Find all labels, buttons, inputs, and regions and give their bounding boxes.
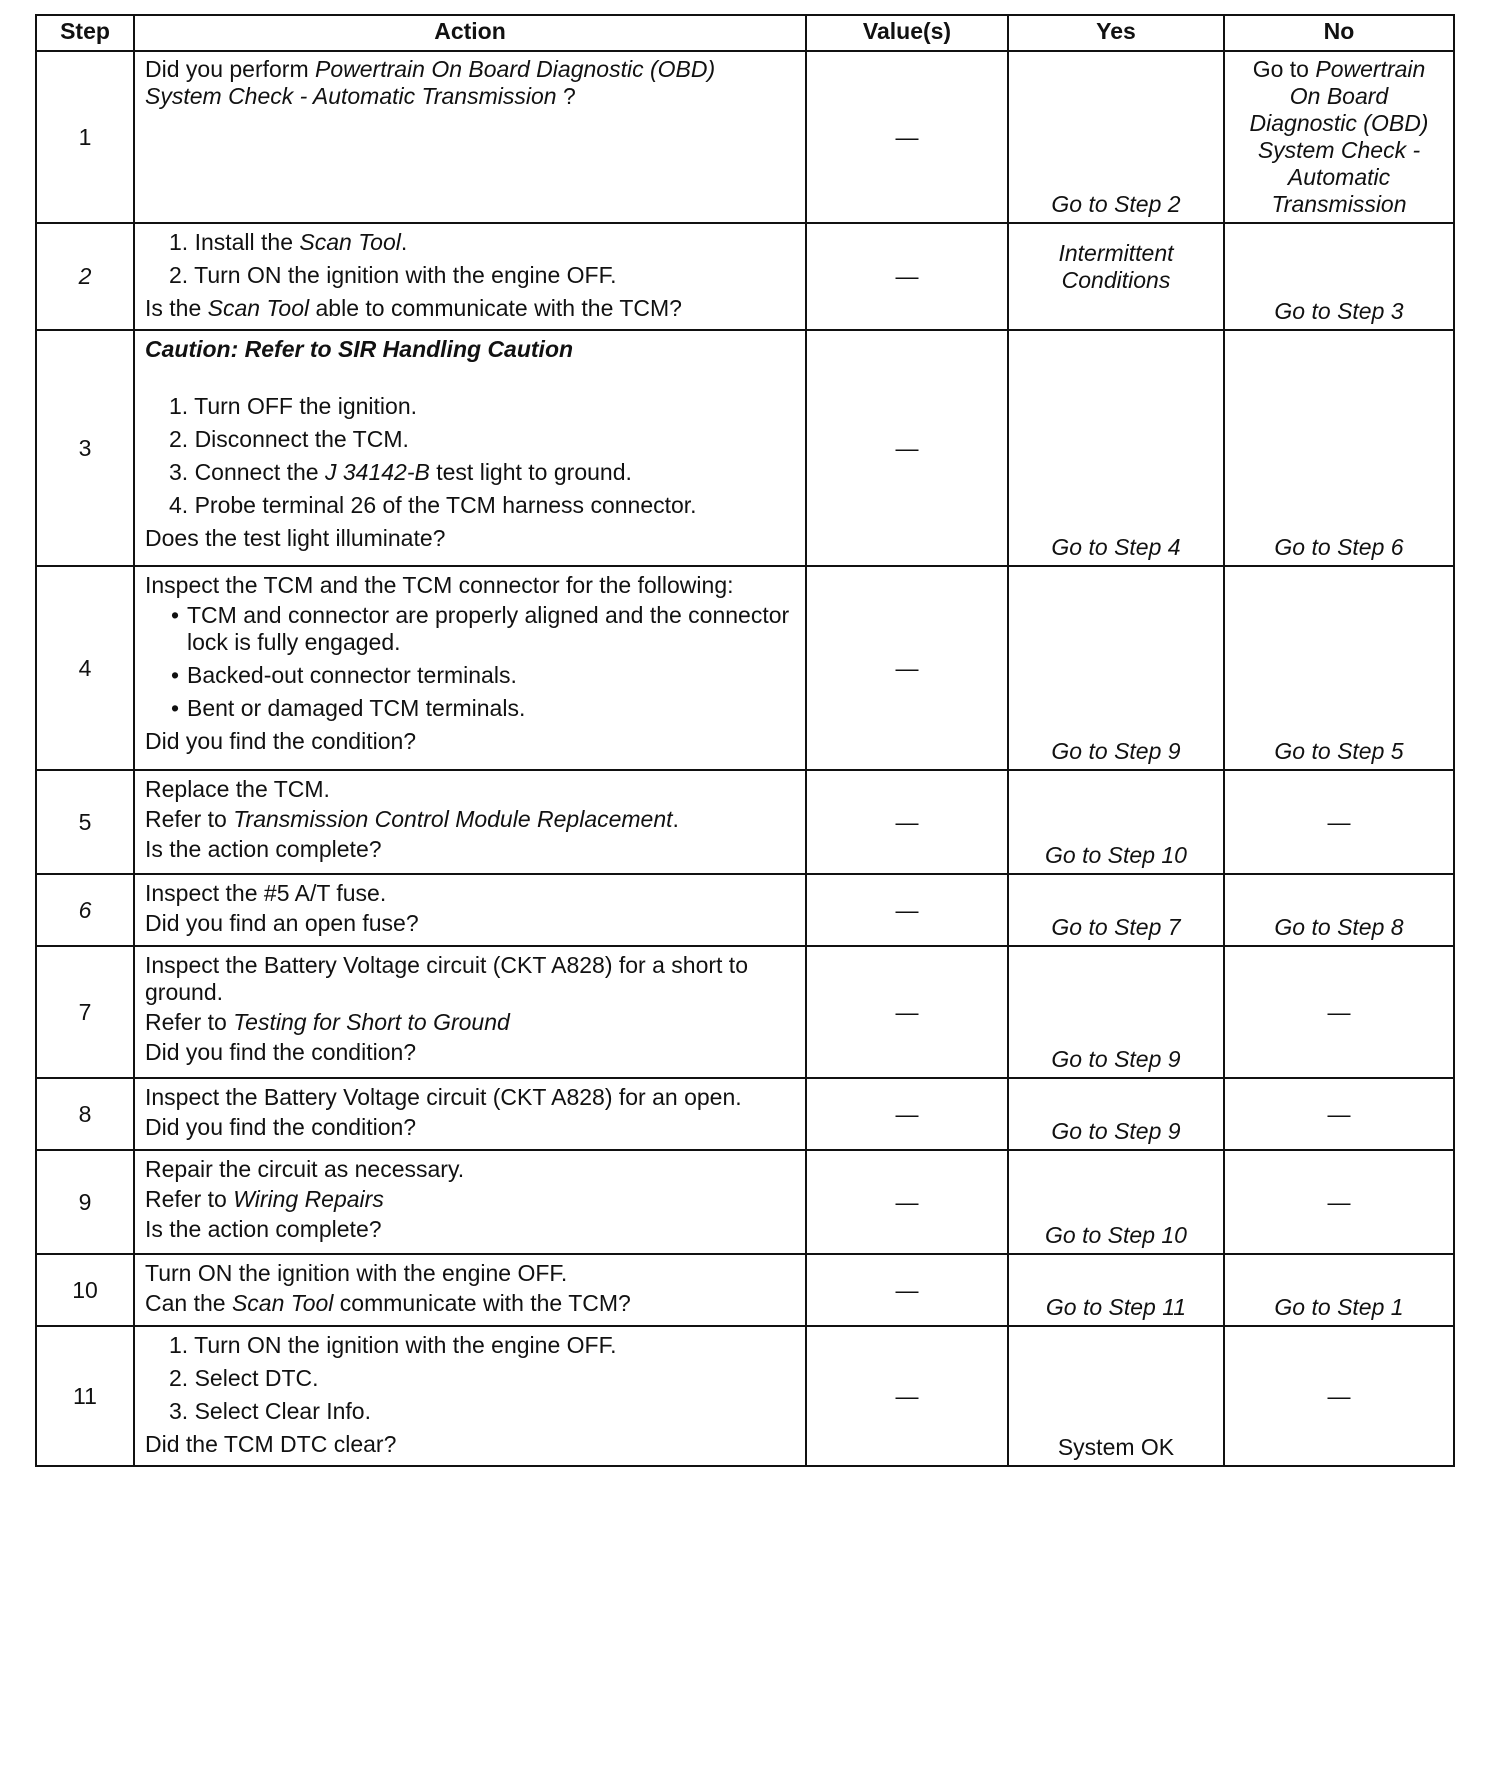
table-row-step-8 xyxy=(36,1078,1454,1150)
question-text: Did you find the condition? xyxy=(145,728,417,754)
question-text: Is the Scan Tool able to communicate with the TCM? xyxy=(145,295,682,321)
intro-text: Inspect the TCM and the TCM connector for the following: xyxy=(145,572,734,598)
step-number: 1 xyxy=(36,51,134,223)
no-cell: — xyxy=(1224,946,1454,1078)
question-text: Is the action complete? xyxy=(145,1216,382,1242)
action-text: Repair the circuit as necessary. xyxy=(145,1156,465,1182)
yes-cell xyxy=(1008,1150,1224,1254)
step-number: 3 xyxy=(36,330,134,566)
table-row-step-5 xyxy=(36,770,1454,874)
bullet-item: • Bent or damaged TCM terminals. xyxy=(145,695,795,722)
table-row-step-3 xyxy=(36,330,1454,566)
no-cell: — xyxy=(1224,1150,1454,1254)
yes-cell xyxy=(1008,1254,1224,1326)
value-cell: — xyxy=(806,1150,1008,1254)
yes-link[interactable]: Go to Step 9 xyxy=(1051,1046,1181,1072)
action-cell xyxy=(134,566,806,770)
action-cell xyxy=(134,1078,806,1150)
action-text: ? xyxy=(556,83,576,109)
value-cell: — xyxy=(806,566,1008,770)
step-number: 10 xyxy=(36,1254,134,1326)
no-cell: — xyxy=(1224,1078,1454,1150)
list-item: 3. Connect the J 34142-B test light to ground. xyxy=(169,459,632,485)
procedure-link[interactable]: Powertrain On Board Diagnostic (OBD) System Check - Automatic Transmission xyxy=(145,56,716,109)
no-cell xyxy=(1224,874,1454,946)
yes-link[interactable]: Go to Step 2 xyxy=(1051,191,1181,217)
no-cell xyxy=(1224,566,1454,770)
action-text: Turn ON the ignition with the engine OFF. xyxy=(145,1260,568,1286)
list-item: 2. Select DTC. xyxy=(169,1365,319,1391)
action-cell xyxy=(134,223,806,330)
header-action: Action xyxy=(134,15,806,51)
no-cell xyxy=(1224,223,1454,330)
action-cell xyxy=(134,51,806,223)
list-item: 4. Probe terminal 26 of the TCM harness connector. xyxy=(169,492,697,518)
table-row-step-7 xyxy=(36,946,1454,1078)
refer-text: Refer to Transmission Control Module Replacement. xyxy=(145,806,679,832)
yes-cell xyxy=(1008,1078,1224,1150)
step-number: 8 xyxy=(36,1078,134,1150)
header-yes: Yes xyxy=(1008,15,1224,51)
question-text: Did you find the condition? xyxy=(145,1114,417,1140)
no-cell xyxy=(1224,51,1454,223)
action-text: Replace the TCM. xyxy=(145,776,330,802)
yes-cell xyxy=(1008,566,1224,770)
yes-result: System OK xyxy=(1057,1434,1175,1460)
table-row-step-4 xyxy=(36,566,1454,770)
header-no: No xyxy=(1224,15,1454,51)
step-number: 4 xyxy=(36,566,134,770)
header-values: Value(s) xyxy=(806,15,1008,51)
table-row-step-10 xyxy=(36,1254,1454,1326)
step-number: 5 xyxy=(36,770,134,874)
refer-text: Refer to Wiring Repairs xyxy=(145,1186,384,1212)
no-link[interactable]: Go to Step 5 xyxy=(1274,738,1404,764)
yes-cell xyxy=(1008,51,1224,223)
action-cell xyxy=(134,770,806,874)
question-text: Did you find an open fuse? xyxy=(145,910,419,936)
procedure-link[interactable]: Transmission Control Module Replacement xyxy=(233,806,673,832)
no-link[interactable]: Go to Step 3 xyxy=(1274,298,1404,324)
question-text: Did you find the condition? xyxy=(145,1039,417,1065)
table-row-step-6 xyxy=(36,874,1454,946)
step-number: 7 xyxy=(36,946,134,1078)
diagnostic-table xyxy=(35,14,1455,1467)
yes-cell xyxy=(1008,770,1224,874)
value-cell: — xyxy=(806,330,1008,566)
no-link[interactable]: Go to Step 1 xyxy=(1274,1294,1404,1320)
action-cell xyxy=(134,1326,806,1466)
no-link[interactable]: Go to Step 6 xyxy=(1274,534,1404,560)
value-cell: — xyxy=(806,1078,1008,1150)
value-cell: — xyxy=(806,1326,1008,1466)
action-cell xyxy=(134,874,806,946)
step-number: 2 xyxy=(36,223,134,330)
yes-link[interactable]: Go to Step 4 xyxy=(1051,534,1181,560)
header-step: Step xyxy=(36,15,134,51)
list-item: 3. Select Clear Info. xyxy=(169,1398,371,1424)
no-cell: — xyxy=(1224,1326,1454,1466)
no-link[interactable]: Powertrain On Board Diagnostic (OBD) System Check - Automatic Transmission xyxy=(1249,56,1429,217)
value-cell: — xyxy=(806,223,1008,330)
value-cell: — xyxy=(806,946,1008,1078)
action-cell xyxy=(134,946,806,1078)
yes-link[interactable]: Go to Step 10 xyxy=(1045,842,1187,868)
action-cell xyxy=(134,1150,806,1254)
yes-link[interactable]: Go to Step 11 xyxy=(1045,1294,1187,1320)
table-row-step-1 xyxy=(36,51,1454,223)
question-text: Did the TCM DTC clear? xyxy=(145,1431,397,1457)
list-item: 1. Install the Scan Tool. xyxy=(169,229,408,255)
question-text: Is the action complete? xyxy=(145,836,382,862)
yes-cell xyxy=(1008,330,1224,566)
procedure-link[interactable]: Testing for Short to Ground xyxy=(233,1009,510,1035)
question-text: Can the Scan Tool communicate with the TCM? xyxy=(145,1290,631,1316)
value-cell: — xyxy=(806,1254,1008,1326)
list-item: 2. Disconnect the TCM. xyxy=(169,426,409,452)
step-number: 9 xyxy=(36,1150,134,1254)
action-text: Did you perform xyxy=(145,56,316,82)
no-link[interactable]: Go to Step 8 xyxy=(1274,914,1404,940)
yes-link[interactable]: Go to Step 7 xyxy=(1051,914,1181,940)
yes-cell xyxy=(1008,1326,1224,1466)
no-cell xyxy=(1224,330,1454,566)
step-number: 11 xyxy=(36,1326,134,1466)
question-text: Does the test light illuminate? xyxy=(145,525,446,551)
table-row-step-11 xyxy=(36,1326,1454,1466)
action-cell xyxy=(134,1254,806,1326)
no-cell xyxy=(1224,1254,1454,1326)
table-row-step-9 xyxy=(36,1150,1454,1254)
yes-cell xyxy=(1008,223,1224,330)
value-cell: — xyxy=(806,874,1008,946)
yes-link[interactable]: Go to Step 9 xyxy=(1051,1118,1181,1144)
no-text: Go to xyxy=(1252,56,1316,82)
refer-text: Refer to Testing for Short to Ground xyxy=(145,1009,510,1035)
step-number: 6 xyxy=(36,874,134,946)
no-cell: — xyxy=(1224,770,1454,874)
bullet-item: • Backed-out connector terminals. xyxy=(145,662,795,689)
list-item: 2. Turn ON the ignition with the engine OFF. xyxy=(169,262,617,288)
yes-cell xyxy=(1008,946,1224,1078)
action-text: Inspect the Battery Voltage circuit (CKT A828) for an open. xyxy=(145,1084,742,1110)
table-row-step-2 xyxy=(36,223,1454,330)
yes-link[interactable]: Intermittent Conditions xyxy=(1058,240,1174,293)
action-text: Inspect the Battery Voltage circuit (CKT A828) for a short to ground. xyxy=(145,952,748,1005)
action-cell xyxy=(134,330,806,566)
yes-link[interactable]: Go to Step 10 xyxy=(1045,1222,1187,1248)
caution-text: Caution: Refer to SIR Handling Caution xyxy=(145,336,574,362)
action-text: Inspect the #5 A/T fuse. xyxy=(145,880,387,906)
list-item: 1. Turn OFF the ignition. xyxy=(169,393,418,419)
value-cell: — xyxy=(806,770,1008,874)
list-item: 1. Turn ON the ignition with the engine OFF. xyxy=(169,1332,617,1358)
bullet-item: • TCM and connector are properly aligned and the connector lock is fully engaged. xyxy=(145,602,795,656)
yes-cell xyxy=(1008,874,1224,946)
procedure-link[interactable]: Wiring Repairs xyxy=(233,1186,384,1212)
value-cell: — xyxy=(806,51,1008,223)
header-row xyxy=(36,15,1454,51)
yes-link[interactable]: Go to Step 9 xyxy=(1051,738,1181,764)
